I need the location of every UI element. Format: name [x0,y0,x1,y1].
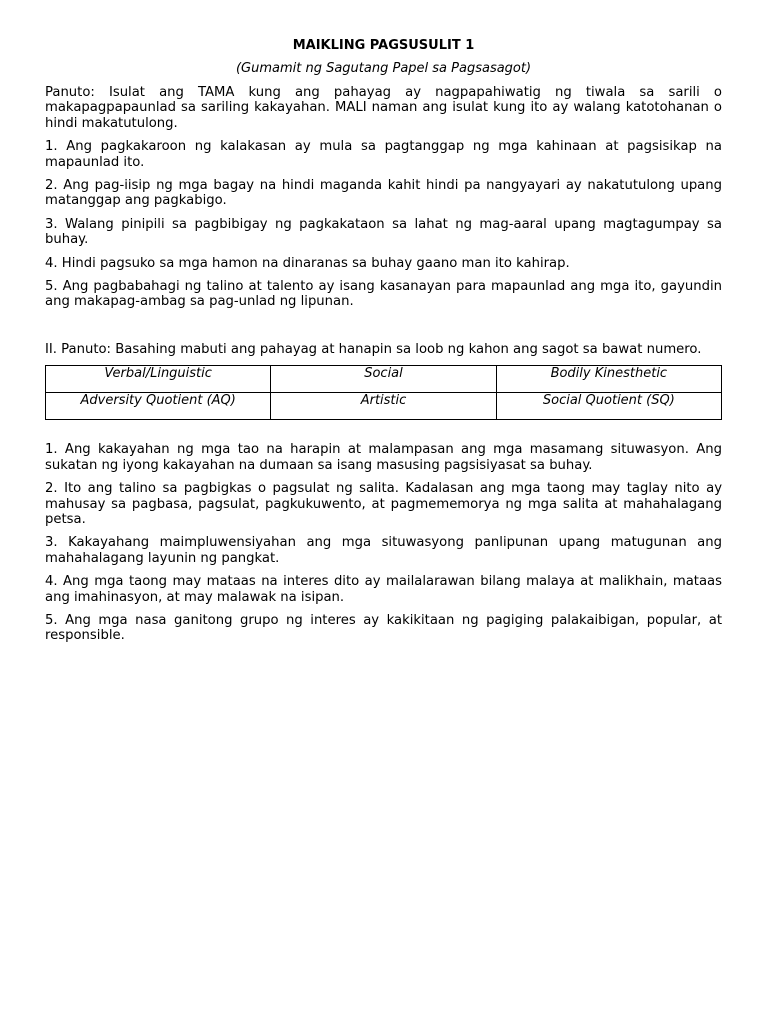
part2-item-5: 5. Ang mga nasa ganitong grupo ng interes ay kakikitaan ng pagiging palakaibigan, popular, at responsible. [45,612,722,644]
part1-item-1: 1. Ang pagkakaroon ng kalakasan ay mula sa pagtanggap ng mga kahinaan at pagsisikap na mapaunlad ito. [45,139,722,170]
answer-choices-table [45,365,722,420]
part2-item-2: 2. Ito ang talino sa pagbigkas o pagsulat ng salita. Kadalasan ang mga taong may taglay nito ay mahusay sa pagbasa, pagsulat, pagkukuwento, at pagmememorya ng mga salita at mahahalagang petsa. [45,481,722,527]
part1-instruction: Panuto: Isulat ang TAMA kung ang pahayag ay nagpapahiwatig ng tiwala sa sarili o makapagpapaunlad sa sariling kakayahan. MALI naman ang isulat kung ito ay walang katotohanan o hindi makatutulong. [45,85,722,131]
choice-cell: Verbal/Linguistic [46,366,271,393]
part1-item-2: 2. Ang pag-iisip ng mga bagay na hindi maganda kahit hindi pa nangyayari ay nakatutulong upang matanggap ang pagkabigo. [45,178,722,209]
choice-cell: Artistic [271,393,496,420]
part2-item-4: 4. Ang mga taong may mataas na interes dito ay mailalarawan bilang malaya at malikhain, mataas ang imahinasyon, at may malawak na isipan. [45,574,722,605]
table-row [46,393,722,420]
page-subtitle: (Gumamit ng Sagutang Papel sa Pagsasagot) [235,61,532,76]
part2-item-3: 3. Kakayahang maimpluwensiyahan ang mga situwasyong panlipunan upang matugunan ang mahahalagang layunin ng pangkat. [45,535,722,566]
choice-cell: Adversity Quotient (AQ) [46,393,271,420]
page-title: MAIKLING PAGSUSULIT 1 [292,38,475,53]
section-spacer [45,318,722,342]
choice-cell: Social [271,366,496,393]
choice-cell: Social Quotient (SQ) [496,393,721,420]
part1-item-3: 3. Walang pinipili sa pagbibigay ng pagkakataon sa lahat ng mag-aaral upang magtagumpay sa buhay. [45,216,722,248]
part2-instruction: II. Panuto: Basahing mabuti ang pahayag at hanapin sa loob ng kahon ang sagot sa bawat numero. [45,341,702,357]
part2-item-1: 1. Ang kakayahan ng mga tao na harapin at malampasan ang mga masamang situwasyon. Ang sukatan ng iyong kakayahan na dumaan sa isang masusing pagsisiyasat sa buhay. [45,442,722,473]
part1-item-5: 5. Ang pagbabahagi ng talino at talento ay isang kasanayan para mapaunlad ang mga ito, gayundin ang makapag-ambag sa pag-unlad ng lipunan. [45,279,722,310]
choice-cell: Bodily Kinesthetic [496,366,721,393]
part1-item-4: 4. Hindi pagsuko sa mga hamon na dinaranas sa buhay gaano man ito kahirap. [45,255,570,271]
table-row [46,366,722,393]
